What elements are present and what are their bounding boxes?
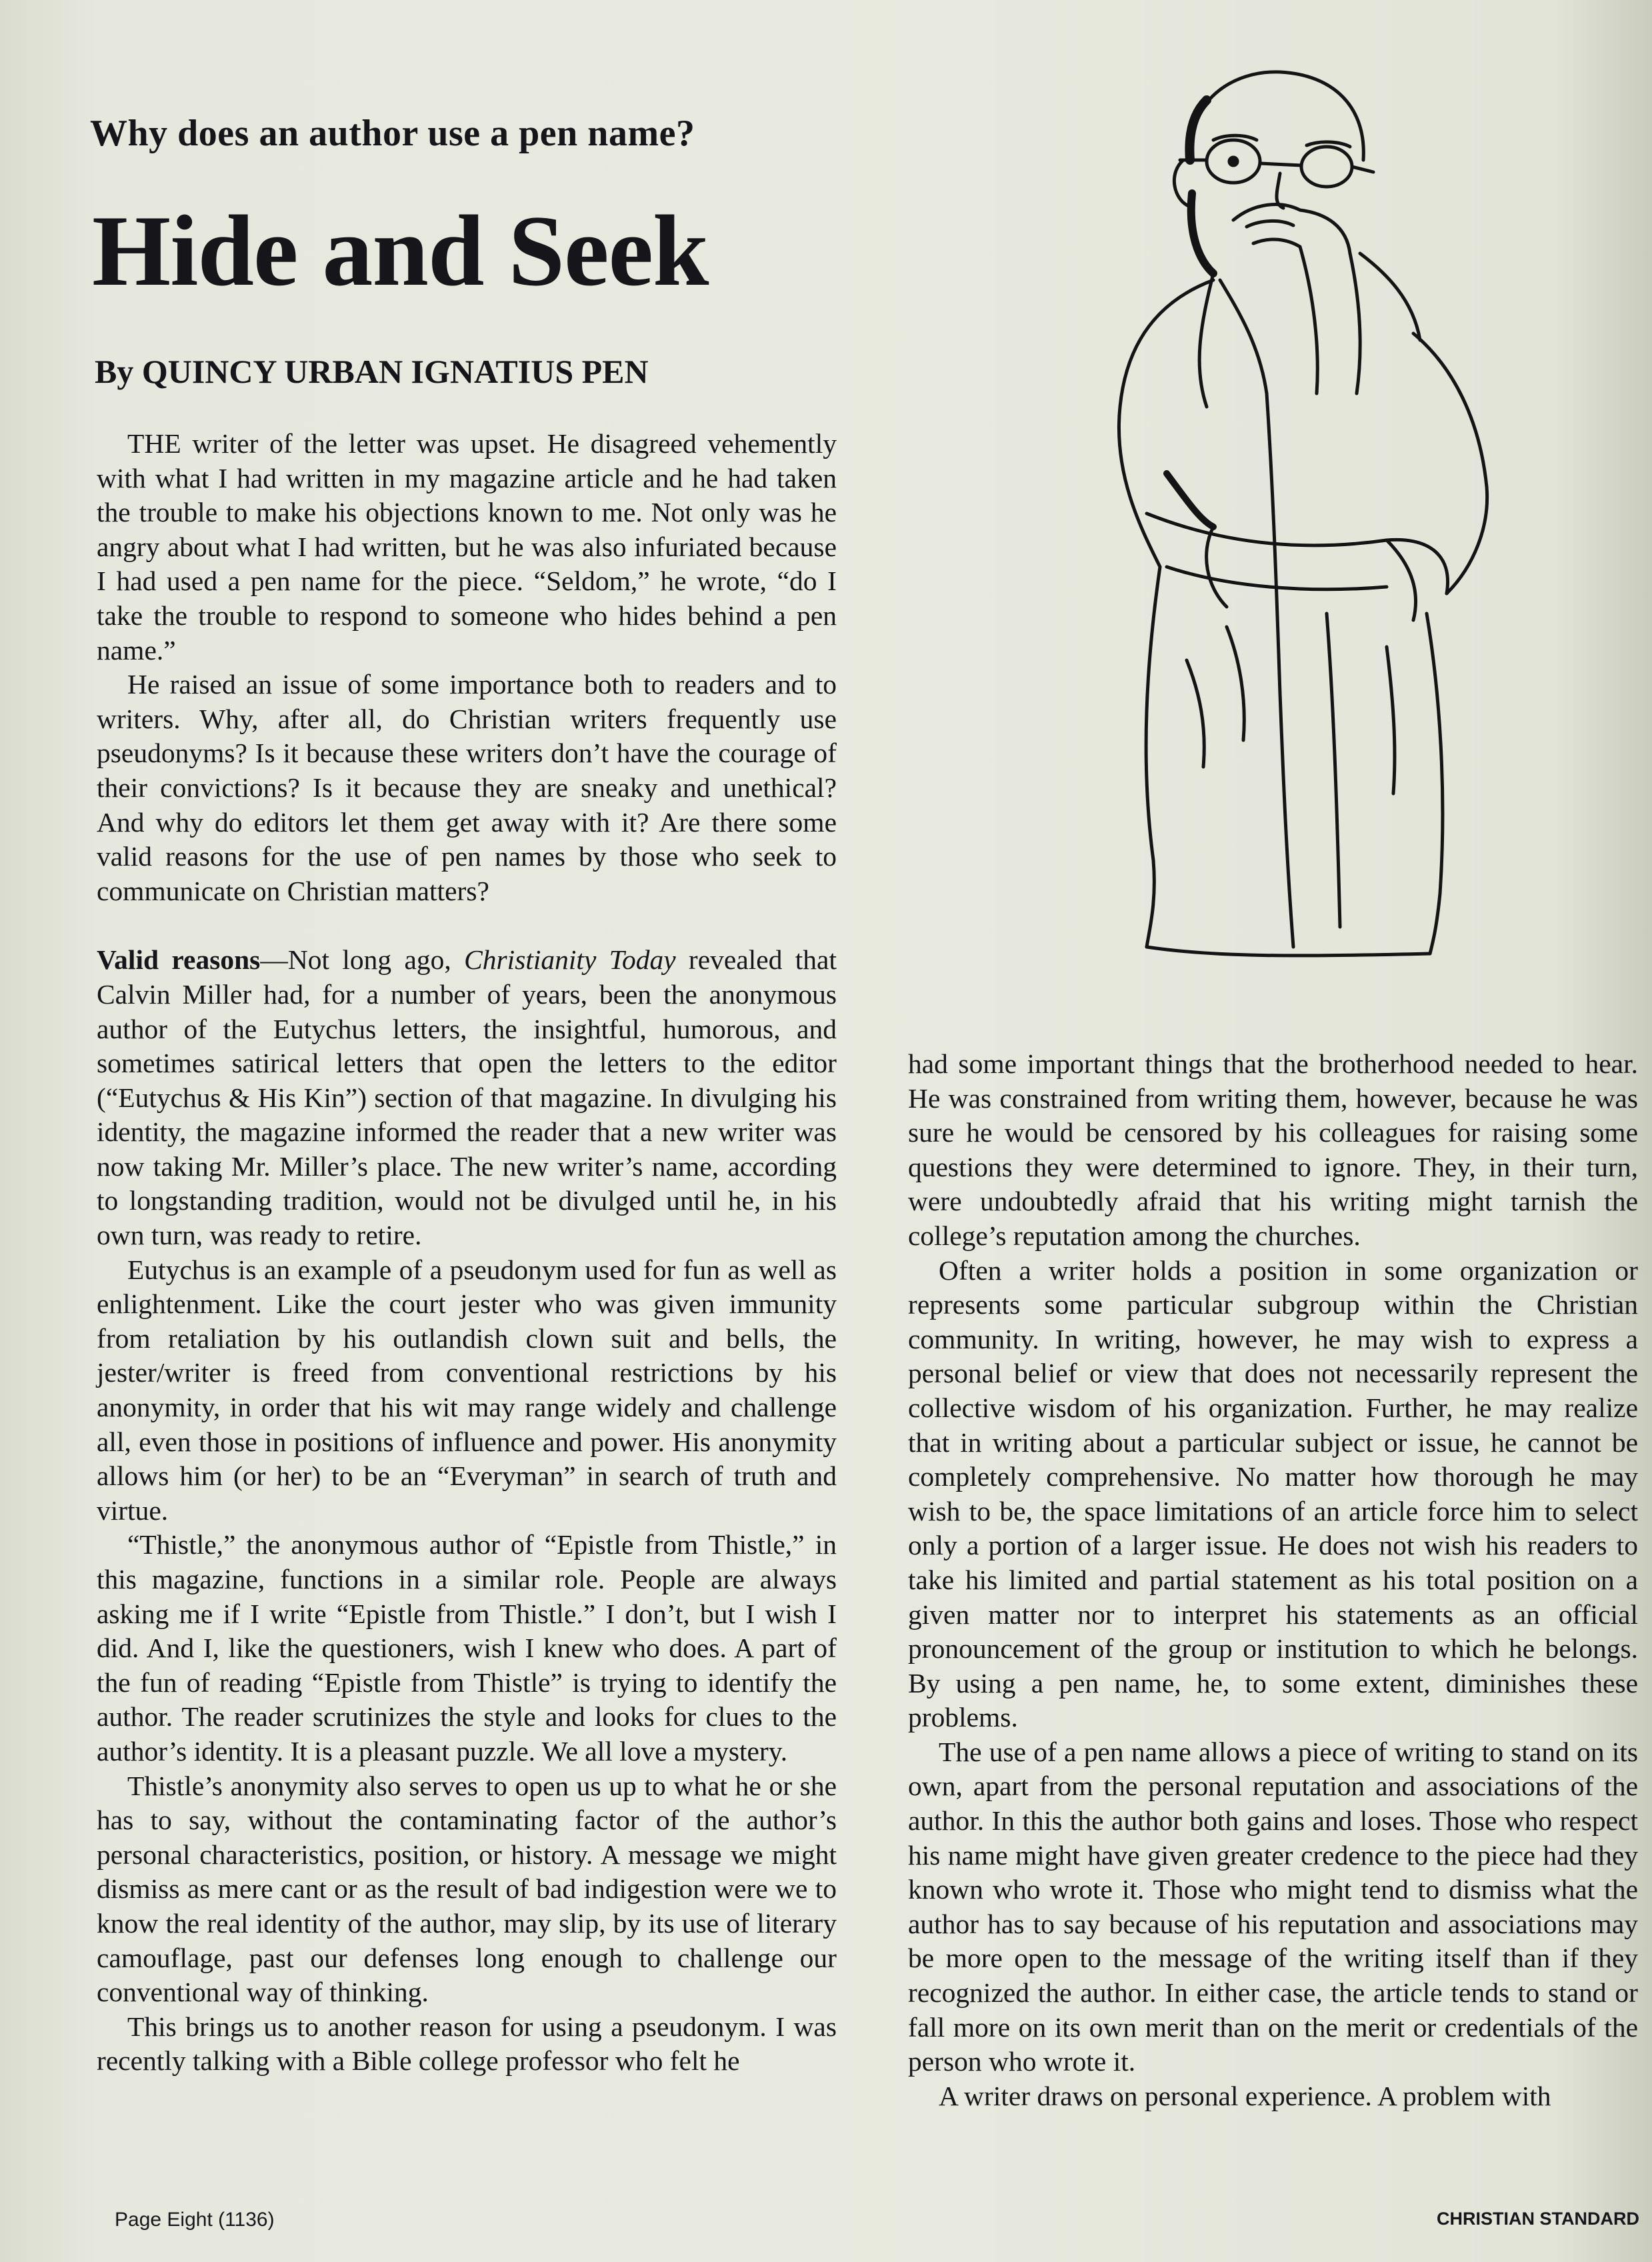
paragraph: This brings us to another reason for using a pseudonym. I was recently talking with a Bible college professor who felt he [97, 2011, 837, 2077]
paragraph-text: —Not long ago, [260, 944, 465, 976]
paragraph: He raised an issue of some importance both to readers and to writers. Why, after all, do Christian writers frequently use pseudonyms? Is it because these writers don’t have the courage of their convictions? Is it because they are sneaky and unethical? And why do editors let them get away with it? Are there some valid reasons for the use of pen names by those who seek to communicate on Christian matters? [97, 669, 837, 906]
left-column [97, 427, 837, 2079]
paragraph: Thistle’s anonymity also serves to open us up to what he or she has to say, without the contaminating factor of the author’s personal characteristics, position, or history. A message we might dismiss as mere cant or as the result of bad indigestion were we to know the real identity of the author, may slip, by its use of literary camouflage, past our defenses long enough to challenge our conventional way of thinking. [97, 1770, 837, 2008]
subhead-valid-reasons: Valid reasons [97, 944, 261, 976]
article-kicker: Why does an author use a pen name? [90, 113, 695, 154]
paragraph: “Thistle,” the anonymous author of “Epistle from Thistle,” in this magazine, functions in a similar role. People are always asking me if I write “Epistle from Thistle.” I don’t, but I wish I did. And I, like the questioners, wish I knew who does. A part of the fun of reading “Epistle from Thistle” is trying to identify the author. The reader scrutinizes the style and looks for clues to the author’s identity. It is a pleasant puzzle. We all love a mystery. [97, 1529, 837, 1767]
paragraph: had some important things that the brotherhood needed to hear. He was constrained from writing them, however, because he was sure he would be censored by his colleagues for raising some questions they were determined to ignore. They, in their turn, were undoubtedly afraid that his writing might tarnish the college’s reputation among the churches. [908, 1048, 1638, 1251]
magazine-title: Christianity Today [464, 944, 676, 976]
paragraph: The use of a pen name allows a piece of writing to stand on its own, apart from the personal reputation and associations of the author. In this the author both gains and loses. Those who respect his name might have given greater credence to the piece had they known who wrote it. Those who might tend to dismiss what the author has to say because of his reputation and associations may be more open to the message of the writing itself than if they recognized the author. In either case, the article tends to stand or fall more on its own merit than on the merit or credentials of the person who wrote it. [908, 1736, 1638, 2077]
page-number: Page Eight (1136) [115, 2209, 275, 2231]
right-column [908, 1047, 1638, 2113]
paragraph: THE writer of the letter was upset. He disagreed vehemently with what I had written in my magazine article and he had taken the trouble to make his objections known to me. Not only was he angry about what I had written, but he was also infuriated because I had used a pen name for the piece. “Seldom,” he wrote, “do I take the trouble to respond to someone who hides behind a pen name.” [97, 428, 837, 666]
paragraph: Eutychus is an example of a pseudonym used for fun as well as enlightenment. Like the court jester who was given immunity from retaliation by his outlandish clown suit and bells, the jester/writer is freed from conventional restrictions by his anonymity, in order that his wit may range widely and challenge all, even those in positions of influence and power. His anonymity allows him (or her) to be an “Everyman” in search of truth and virtue. [97, 1254, 837, 1526]
publication-name: CHRISTIAN STANDARD [1437, 2209, 1639, 2229]
paragraph-text: revealed that Calvin Miller had, for a number of years, been the anonymous author of the Eutychus letters, the insightful, humorous, and sometimes satirical letters that open the letters to the editor (“Eutychus & His Kin”) section of that magazine. In divulging his identity, the magazine informed the reader that a new writer was now taking Mr. Miller’s place. The new writer’s name, according to longstanding tradition, would not be divulged until he, in his own turn, was ready to retire. [97, 944, 837, 1251]
paragraph: A writer draws on personal experience. A problem with [939, 2080, 1551, 2111]
article-byline: By QUINCY URBAN IGNATIUS PEN [95, 353, 649, 390]
article-headline: Hide and Seek [92, 195, 709, 307]
section-paragraph [97, 943, 837, 1252]
man-with-hand-on-chin-sketch-icon [1013, 60, 1520, 994]
paragraph: Often a writer holds a position in some organization or represents some particular subgroup within the Christian community. In writing, however, he may wish to express a personal belief or view that does not necessarily represent the collective wisdom of his organization. Further, he may realize that in writing about a particular subject or issue, he cannot be completely comprehensive. No matter how thorough he may wish to be, the space limitations of an article force him to select only a portion of a larger issue. He does not wish his readers to take his limited and partial statement as his total position on a given matter nor to interpret his statements as an official pronouncement of the group or institution to which he belongs. By using a pen name, he, to some extent, diminishes these problems. [908, 1254, 1638, 1733]
